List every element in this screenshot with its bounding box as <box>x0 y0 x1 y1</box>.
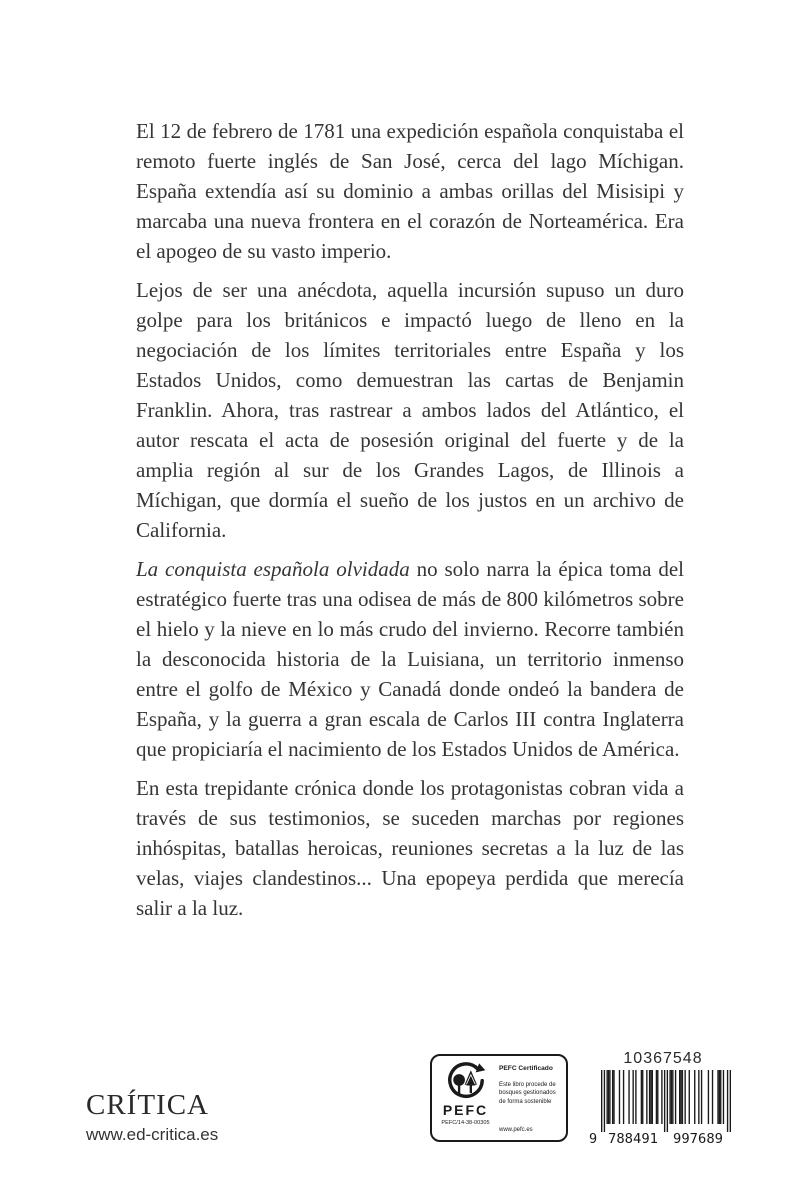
svg-text:997689: 997689 <box>673 1131 723 1146</box>
pefc-license-number: PEFC/14-38-00305 <box>441 1120 490 1126</box>
product-code: 10367548 <box>623 1050 703 1067</box>
pefc-trees-icon <box>445 1062 487 1102</box>
synopsis-paragraph-3-rest: no solo narra la épica toma del estratégico fuerte tras una odisea de más de 800 kilómetros sobre el hielo y la nieve en lo más crudo del invierno. Recorre también la desconocida historia de la Luisiana, un territorio inmenso entre el golfo de México y Canadá donde ondeó la bandera de España, y la guerra a gran escala de Carlos III contra Inglaterra que propiciaría el nacimiento de los Estados Unidos de América. <box>136 557 684 761</box>
pefc-website: www.pefc.es <box>499 1127 533 1134</box>
pefc-certificate-title: PEFC Certificado <box>499 1065 553 1072</box>
pefc-wordmark: PEFC <box>442 1102 489 1118</box>
critica-logo: CRÍTICA <box>86 1089 209 1121</box>
pefc-description: Este libro procede de bosques gestionados de forma sostenible <box>499 1081 556 1105</box>
pefc-left-column <box>438 1062 493 1136</box>
publisher-website: www.ed-critica.es <box>86 1125 219 1144</box>
ean13-barcode-icon <box>588 1070 738 1146</box>
synopsis-text <box>136 116 684 932</box>
svg-text:9: 9 <box>589 1131 598 1146</box>
publisher-block <box>86 1089 218 1145</box>
book-title-italic: La conquista española olvidada <box>136 557 410 581</box>
synopsis-paragraph-3 <box>136 554 684 764</box>
barcode-block <box>588 1050 738 1146</box>
svg-text:788491: 788491 <box>608 1131 658 1146</box>
synopsis-paragraph-4: En esta trepidante crónica donde los protagonistas cobran vida a través de sus testimonios, se suceden marchas por regiones inhóspitas, batallas heroicas, reuniones secretas a la luz de las velas, viajes clandestinos... Una epopeya perdida que merecía salir a la luz. <box>136 776 684 920</box>
pefc-certification-label <box>430 1054 568 1142</box>
synopsis-paragraph-2: Lejos de ser una anécdota, aquella incursión supuso un duro golpe para los británicos e impactó luego de lleno en la negociación de los límites territoriales entre España y los Estados Unidos, como demuestran las cartas de Benjamin Franklin. Ahora, tras rastrear a ambos lados del Atlántico, el autor rescata el acta de posesión original del fuerte y de la amplia región al sur de los Grandes Lagos, de Illinois a Míchigan, que dormía el sueño de los justos en un archivo de California. <box>136 278 684 542</box>
pefc-right-column <box>499 1062 561 1136</box>
synopsis-paragraph-1: El 12 de febrero de 1781 una expedición española conquistaba el remoto fuerte inglés de San José, cerca del lago Míchigan. España extendía así su dominio a ambas orillas del Misisipi y marcaba una nueva frontera en el corazón de Norteamérica. Era el apogeo de su vasto imperio. <box>136 119 684 263</box>
